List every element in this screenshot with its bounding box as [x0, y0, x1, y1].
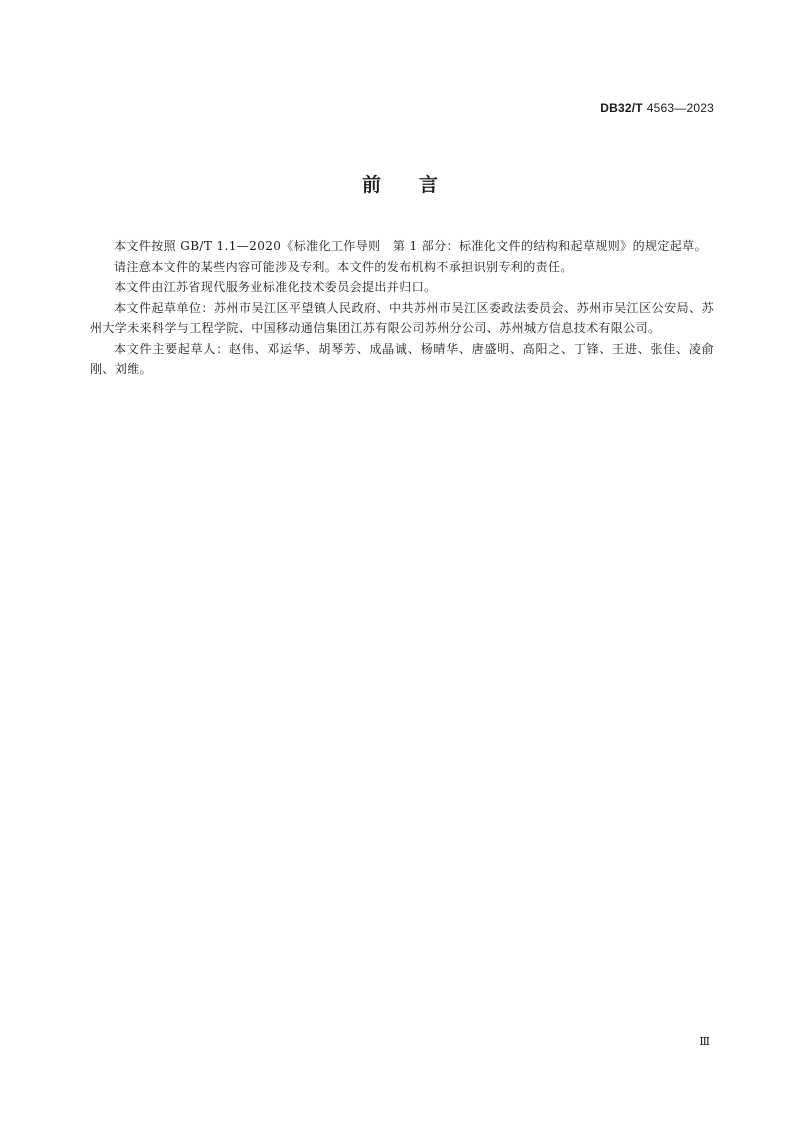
paragraph-drafters: 本文件主要起草人：赵伟、邓运华、胡琴芳、成晶诚、杨晴华、唐盛明、高阳之、丁锋、王进、张佳、凌俞刚、刘维。	[90, 341, 714, 376]
paragraph-proposer: 本文件由江苏省现代服务业标准化技术委员会提出并归口。	[114, 280, 437, 294]
page-title-char-2: 言	[419, 174, 439, 196]
foreword-body	[90, 236, 714, 380]
document-code-prefix: DB32/T	[600, 101, 643, 115]
document-code	[600, 101, 714, 115]
page-title-char-1: 前	[361, 174, 381, 196]
page-title	[0, 170, 800, 197]
paragraph-drafting-rules: 本文件按照 GB/T 1.1—2020《标准化工作导则 第 1 部分：标准化文件的结构和起草规则》的规定起草。	[114, 239, 707, 253]
document-code-number: 4563—2023	[646, 101, 714, 115]
page-number: Ⅲ	[699, 1035, 710, 1048]
paragraph-patent-notice: 请注意本文件的某些内容可能涉及专利。本文件的发布机构不承担识别专利的责任。	[114, 259, 573, 274]
paragraph-drafting-units: 本文件起草单位：苏州市吴江区平望镇人民政府、中共苏州市吴江区委政法委员会、苏州市吴江区公安局、苏州大学未来科学与工程学院、中国移动通信集团江苏有限公司苏州分公司、苏州城方信息技术有限公司。	[90, 300, 714, 335]
